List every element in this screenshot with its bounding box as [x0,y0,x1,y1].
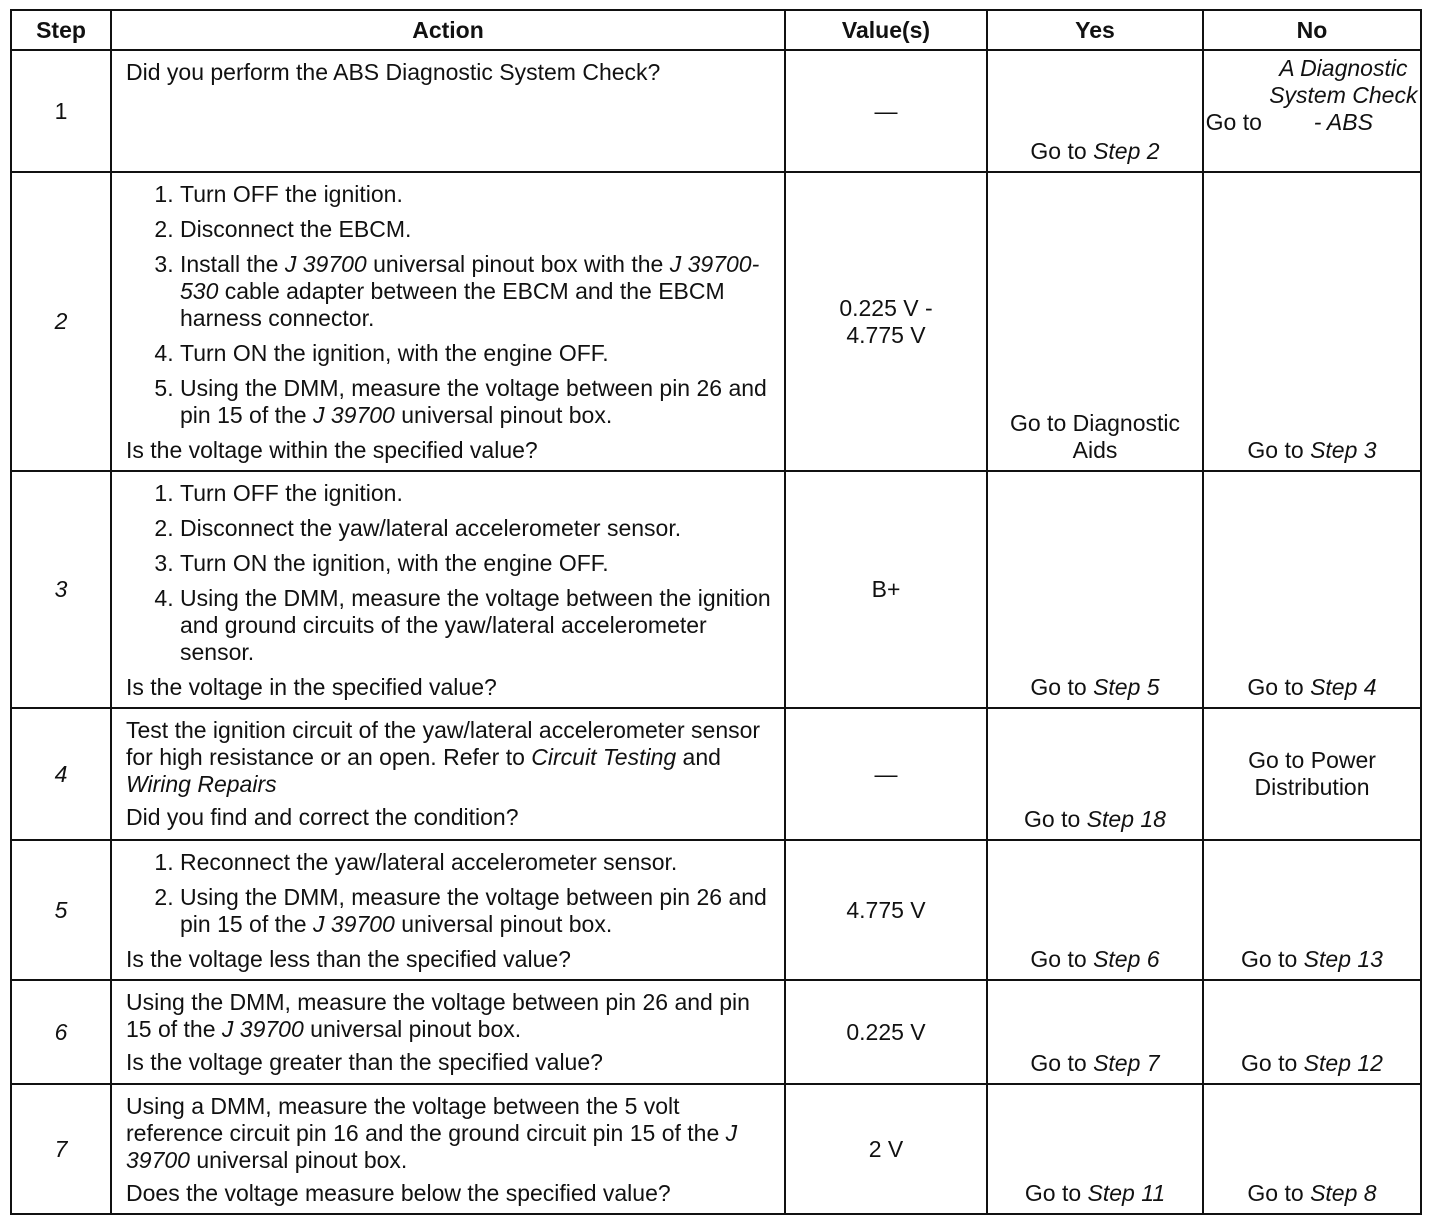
action-question: Is the voltage greater than the specified value? [126,1049,603,1075]
table-row [11,980,1421,1084]
go-to-label: Go to [1241,1050,1298,1076]
action-step: 1. Turn OFF the ignition. [180,181,774,208]
table-row [11,50,1421,172]
action-text: Test the ignition circuit of the yaw/lateral accelerometer sensor for high resistance or an open. Refer to Circuit Testing and Wiring Repairs [126,717,761,797]
reference-link[interactable]: Circuit Testing [531,744,677,770]
value-cell: — [785,708,987,840]
action-step: 2. Disconnect the yaw/lateral accelerometer sensor. [180,515,774,542]
action-step: 1. Turn OFF the ignition. [180,480,774,507]
value-cell: 2 V [785,1084,987,1214]
go-to-label: Go to [1030,1050,1087,1076]
action-question: Did you find and correct the condition? [126,804,519,830]
action-text: Did you perform the ABS Diagnostic System Check? [126,59,661,85]
yes-cell [987,980,1203,1084]
table-row [11,708,1421,840]
action-step: 3. Install the J 39700 universal pinout box with the J 39700-530 cable adapter between the EBCM and the EBCM harness connector. [180,251,774,332]
go-to-label: Go to [1247,674,1304,700]
go-to-label: Go to [1030,946,1087,972]
no-link[interactable]: Step 8 [1310,1180,1377,1206]
step-number: 1 [11,50,111,172]
yes-link[interactable]: Step 6 [1093,946,1160,972]
go-to-label: Go to [1241,946,1298,972]
action-cell [111,840,785,980]
go-to-label: Go to [1247,1180,1304,1206]
go-to-label: Go to [1024,806,1081,832]
action-cell [111,708,785,840]
yes-link[interactable]: Step 5 [1093,674,1160,700]
no-cell [1203,50,1421,172]
diagnostic-table [10,9,1422,1215]
step-number: 5 [11,840,111,980]
go-to-label: Go to [1024,1180,1082,1206]
table-row [11,840,1421,980]
reference-link[interactable]: Wiring Repairs [126,771,277,797]
action-step: 1. Reconnect the yaw/lateral accelerometer sensor. [180,849,774,876]
yes-cell [987,172,1203,471]
no-link[interactable]: Step 12 [1303,1050,1383,1076]
action-cell [111,1084,785,1214]
step-number: 3 [11,471,111,708]
action-step: 4. Turn ON the ignition, with the engine OFF. [180,340,774,367]
action-text: Using the DMM, measure the voltage between pin 26 and pin 15 of the J 39700 universal pinout box. [126,989,750,1042]
header-step: Step [11,10,111,50]
header-action: Action [111,10,785,50]
value-cell: 0.225 V [785,980,987,1084]
step-number: 6 [11,980,111,1084]
yes-link[interactable]: Go to Diagnostic Aids [1009,410,1181,463]
yes-link[interactable]: Step 7 [1093,1050,1160,1076]
no-cell [1203,1084,1421,1214]
yes-cell [987,1084,1203,1214]
header-no: No [1203,10,1421,50]
yes-link[interactable]: Step 18 [1086,806,1166,832]
header-yes: Yes [987,10,1203,50]
no-cell [1203,840,1421,980]
action-cell [111,471,785,708]
no-link[interactable]: A Diagnostic System Check - ABS [1269,55,1418,135]
step-number: 2 [11,172,111,471]
action-question: Is the voltage less than the specified value? [126,946,571,972]
action-step: 2. Disconnect the EBCM. [180,216,774,243]
action-step: 2. Using the DMM, measure the voltage between pin 26 and pin 15 of the J 39700 universal pinout box. [180,884,774,938]
value-cell: 0.225 V - 4.775 V [785,172,987,471]
action-question: Is the voltage in the specified value? [126,674,497,700]
yes-link[interactable]: Step 11 [1087,1180,1166,1206]
value-cell: B+ [785,471,987,708]
go-to-label: Go to [1205,109,1262,135]
no-cell [1203,980,1421,1084]
value-cell: 4.775 V [785,840,987,980]
yes-cell [987,50,1203,172]
table-row [11,172,1421,471]
step-number: 4 [11,708,111,840]
step-number: 7 [11,1084,111,1214]
no-cell [1203,172,1421,471]
no-cell [1203,708,1421,840]
go-to-label: Go to [1247,437,1304,463]
no-link[interactable]: Step 3 [1310,437,1377,463]
yes-cell [987,708,1203,840]
action-cell [111,980,785,1084]
action-cell [111,50,785,172]
yes-link[interactable]: Step 2 [1093,138,1160,164]
go-to-label: Go to [1030,138,1087,164]
action-step: 4. Using the DMM, measure the voltage between the ignition and ground circuits of the yaw/lateral accelerometer sensor. [180,585,774,666]
no-link[interactable]: Step 4 [1310,674,1377,700]
value-cell: — [785,50,987,172]
yes-cell [987,840,1203,980]
go-to-label: Go to [1030,674,1087,700]
action-step: 3. Turn ON the ignition, with the engine OFF. [180,550,774,577]
table-row [11,1084,1421,1214]
table-row [11,471,1421,708]
no-link[interactable]: Go to Power Distribution [1248,747,1376,800]
no-link[interactable]: Step 13 [1303,946,1383,972]
action-cell [111,172,785,471]
no-cell [1203,471,1421,708]
action-step: 5. Using the DMM, measure the voltage between pin 26 and pin 15 of the J 39700 universal pinout box. [180,375,774,429]
yes-cell [987,471,1203,708]
action-text: Using a DMM, measure the voltage between the 5 volt reference circuit pin 16 and the ground circuit pin 15 of the J 39700 universal pinout box. [126,1093,738,1173]
header-values: Value(s) [785,10,987,50]
action-question: Is the voltage within the specified value? [126,437,538,463]
action-question: Does the voltage measure below the specified value? [126,1180,671,1206]
header-row [11,10,1421,50]
